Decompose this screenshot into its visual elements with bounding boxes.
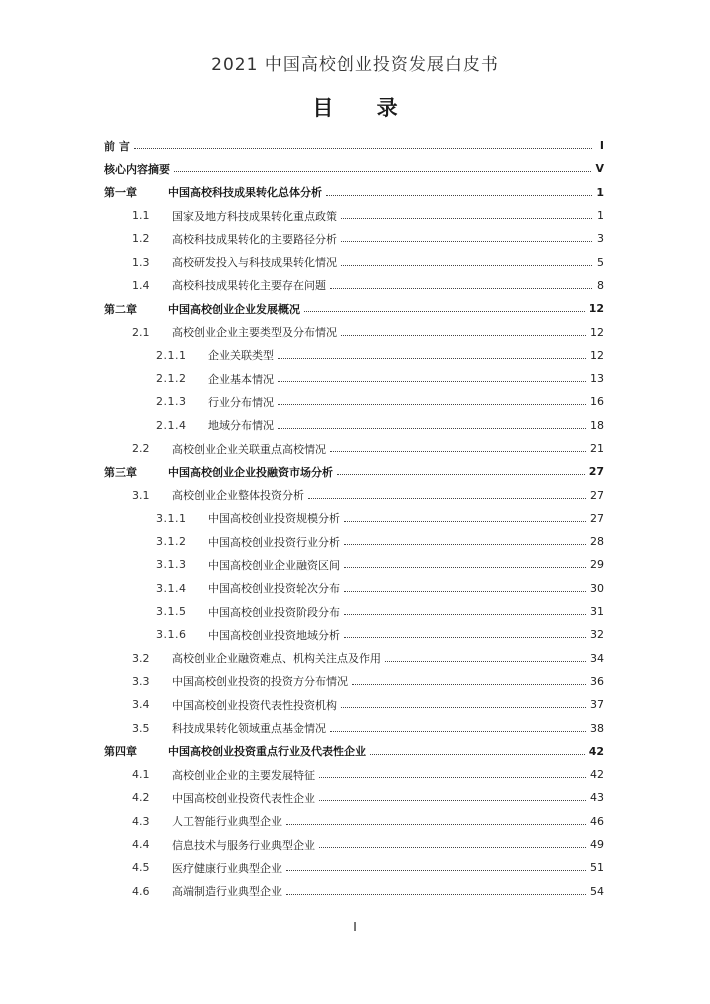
toc-entry[interactable] <box>104 880 604 903</box>
toc-entry[interactable] <box>104 833 604 856</box>
toc-entry-label: 企业基本情况 <box>208 372 274 386</box>
toc-entry-label: 信息技术与服务行业典型企业 <box>172 838 315 852</box>
toc-entry-label: 高校创业企业整体投资分析 <box>172 489 304 503</box>
dot-leader <box>344 591 586 592</box>
toc-entry-number: 2.1.1 <box>156 348 187 362</box>
toc-entry-label: 核心内容摘要 <box>104 162 170 176</box>
page-number: I <box>353 920 357 934</box>
toc-entry-label: 中国高校创业投资的投资方分布情况 <box>172 675 348 689</box>
toc-entry-number: 4.3 <box>132 814 150 828</box>
toc-entry-number: 2.2 <box>132 442 150 455</box>
dot-leader <box>330 731 586 732</box>
toc-entry-label: 中国高校创业投资规模分析 <box>208 512 340 526</box>
toc-entry[interactable] <box>104 693 604 716</box>
dot-leader <box>286 824 586 825</box>
toc-entry-number: 2.1.2 <box>156 372 187 386</box>
dot-leader <box>308 498 586 499</box>
toc-entry-page: I <box>599 139 604 153</box>
toc-entry-page: 27 <box>590 511 604 525</box>
dot-leader <box>344 544 586 545</box>
toc-entry-number: 2.1.3 <box>156 395 187 409</box>
toc-entry[interactable] <box>104 647 604 670</box>
toc-entry[interactable] <box>104 227 604 250</box>
dot-leader <box>341 241 592 242</box>
dot-leader <box>134 148 592 149</box>
dot-leader <box>344 521 586 522</box>
toc-entry-label: 医疗健康行业典型企业 <box>172 861 282 875</box>
dot-leader <box>174 171 591 172</box>
toc-entry[interactable] <box>104 786 604 809</box>
toc-entry-page: 42 <box>588 744 604 758</box>
toc-entry-page: 51 <box>590 861 604 875</box>
toc-entry-number: 3.2 <box>132 651 150 665</box>
toc-entry[interactable] <box>104 460 604 483</box>
toc-entry-page: 12 <box>590 348 604 362</box>
toc-entry-number: 4.5 <box>132 861 150 875</box>
toc-entry-number: 3.1.5 <box>156 605 187 619</box>
dot-leader <box>370 754 585 755</box>
toc-entry[interactable] <box>104 600 604 623</box>
toc-entry[interactable] <box>104 297 604 320</box>
toc-entry-label: 高校研发投入与科技成果转化情况 <box>172 256 337 270</box>
toc-entry-label: 中国高校创业投资代表性企业 <box>172 791 315 805</box>
toc-entry[interactable] <box>104 390 604 413</box>
toc-entry[interactable] <box>104 437 604 460</box>
dot-leader <box>286 870 586 871</box>
toc-entry-label: 高校科技成果转化主要存在问题 <box>172 279 326 293</box>
toc-entry[interactable] <box>104 810 604 833</box>
toc-entry-number: 4.4 <box>132 838 150 852</box>
toc-entry-page: 38 <box>590 721 604 735</box>
dot-leader <box>278 428 586 429</box>
toc-entry-label: 人工智能行业典型企业 <box>172 815 282 829</box>
toc-entry-label: 高校创业企业主要类型及分布情况 <box>172 326 337 340</box>
toc-entry-number: 1.4 <box>132 278 150 292</box>
toc-entry[interactable] <box>104 483 604 506</box>
toc-entry-page: 27 <box>588 465 604 479</box>
dot-leader <box>341 707 586 708</box>
toc-entry-page: 42 <box>590 768 604 782</box>
dot-leader <box>341 265 592 266</box>
toc-entry-page: 46 <box>590 814 604 828</box>
toc-entry-label: 高校创业企业融资难点、机构关注点及作用 <box>172 652 381 666</box>
toc-entry-page: 31 <box>590 605 604 619</box>
toc-entry-page: 3 <box>597 232 604 246</box>
toc-entry-page: 18 <box>590 418 604 432</box>
toc-entry-page: 32 <box>590 628 604 642</box>
toc-entry-number: 3.1.6 <box>156 628 187 642</box>
toc-entry-number: 3.1.2 <box>156 535 187 549</box>
toc-entry-label: 国家及地方科技成果转化重点政策 <box>172 209 337 223</box>
toc-entry-number: 第三章 <box>104 465 137 479</box>
dot-leader <box>278 404 586 405</box>
toc-entry-label: 中国高校创业企业发展概况 <box>168 302 300 316</box>
toc-entry-page: 13 <box>590 372 604 386</box>
dot-leader <box>326 195 592 196</box>
dot-leader <box>319 847 586 848</box>
dot-leader <box>304 311 585 312</box>
toc-entry-page: 54 <box>590 884 604 898</box>
toc-entry[interactable] <box>104 716 604 739</box>
dot-leader <box>352 684 586 685</box>
toc-entry[interactable] <box>104 274 604 297</box>
dot-leader <box>278 381 586 382</box>
toc-entry-number: 3.4 <box>132 698 150 712</box>
toc-entry-label: 中国高校创业投资地域分析 <box>208 628 340 642</box>
toc-entry-number: 2.1.4 <box>156 418 187 432</box>
toc-entry-page: V <box>595 162 604 176</box>
toc-entry[interactable] <box>104 320 604 343</box>
dot-leader <box>319 777 586 778</box>
toc-entry[interactable] <box>104 157 604 180</box>
toc-entry-page: 28 <box>590 535 604 549</box>
toc-entry-number: 第二章 <box>104 302 137 316</box>
toc-entry-label: 企业关联类型 <box>208 349 274 363</box>
toc-entry-page: 29 <box>590 558 604 572</box>
toc-entry[interactable] <box>104 763 604 786</box>
toc-entry-number: 3.1.4 <box>156 581 187 595</box>
dot-leader <box>344 567 586 568</box>
toc-entry[interactable] <box>104 740 604 763</box>
toc-entry[interactable] <box>104 344 604 367</box>
toc-entry-page: 43 <box>590 791 604 805</box>
toc-entry-label: 中国高校创业投资代表性投资机构 <box>172 698 337 712</box>
toc-entry[interactable] <box>104 577 604 600</box>
toc-entry-page: 1 <box>597 209 604 223</box>
toc-entry-label: 前 言 <box>104 139 130 153</box>
toc-entry-number: 2.1 <box>132 325 150 339</box>
toc-entry-page: 1 <box>596 185 604 199</box>
toc-entry-page: 8 <box>597 278 604 292</box>
toc-entry-label: 中国高校创业投资行业分析 <box>208 535 340 549</box>
dot-leader <box>330 288 592 289</box>
toc-entry-number: 4.2 <box>132 791 150 805</box>
toc-entry-number: 第一章 <box>104 186 137 200</box>
toc-entry-label: 科技成果转化领域重点基金情况 <box>172 722 326 736</box>
toc-entry-page: 21 <box>590 442 604 455</box>
toc-entry[interactable] <box>104 367 604 390</box>
table-of-contents <box>104 134 604 903</box>
dot-leader <box>286 894 586 895</box>
toc-entry[interactable] <box>104 250 604 273</box>
toc-entry[interactable] <box>104 623 604 646</box>
toc-entry-label: 中国高校科技成果转化总体分析 <box>168 186 322 200</box>
toc-entry-number: 第四章 <box>104 745 137 759</box>
toc-entry[interactable] <box>104 553 604 576</box>
toc-entry-number: 3.1.3 <box>156 558 187 572</box>
running-header: 2021 中国高校创业投资发展白皮书 <box>211 55 499 75</box>
dot-leader <box>344 614 586 615</box>
toc-entry-label: 中国高校创业投资重点行业及代表性企业 <box>168 745 366 759</box>
toc-entry-label: 高校科技成果转化的主要路径分析 <box>172 232 337 246</box>
toc-entry-page: 36 <box>590 674 604 688</box>
toc-entry-page: 49 <box>590 838 604 852</box>
toc-entry-number: 3.5 <box>132 721 150 735</box>
toc-entry-page: 12 <box>590 325 604 339</box>
toc-entry[interactable] <box>104 507 604 530</box>
toc-entry-label: 高校创业企业的主要发展特征 <box>172 768 315 782</box>
toc-entry-number: 4.6 <box>132 884 150 898</box>
toc-entry[interactable] <box>104 414 604 437</box>
toc-entry-label: 地域分布情况 <box>208 419 274 433</box>
dot-leader <box>344 637 586 638</box>
toc-entry-label: 中国高校创业投资阶段分布 <box>208 605 340 619</box>
dot-leader <box>341 335 586 336</box>
dot-leader <box>341 218 592 219</box>
toc-entry-page: 16 <box>590 395 604 409</box>
toc-entry[interactable] <box>104 856 604 879</box>
toc-entry-number: 1.2 <box>132 232 150 246</box>
dot-leader <box>337 474 585 475</box>
toc-entry-number: 1.3 <box>132 255 150 269</box>
toc-entry-label: 中国高校创业企业融资区间 <box>208 558 340 572</box>
toc-entry[interactable] <box>104 181 604 204</box>
dot-leader <box>278 358 586 359</box>
toc-entry-page: 12 <box>588 302 604 316</box>
dot-leader <box>319 800 586 801</box>
toc-entry-number: 3.1 <box>132 488 150 502</box>
toc-entry-page: 34 <box>590 651 604 665</box>
dot-leader <box>330 451 586 452</box>
toc-entry-page: 37 <box>590 698 604 712</box>
toc-entry[interactable] <box>104 204 604 227</box>
toc-entry-page: 5 <box>597 255 604 269</box>
toc-entry-page: 30 <box>590 581 604 595</box>
toc-entry-number: 4.1 <box>132 768 150 782</box>
toc-entry-page: 27 <box>590 488 604 502</box>
toc-entry-label: 高校创业企业关联重点高校情况 <box>172 442 326 456</box>
toc-entry[interactable] <box>104 670 604 693</box>
toc-entry[interactable] <box>104 134 604 157</box>
toc-title: 目 录 <box>312 96 416 120</box>
toc-entry-label: 行业分布情况 <box>208 395 274 409</box>
dot-leader <box>385 661 586 662</box>
toc-entry-label: 中国高校创业企业投融资市场分析 <box>168 465 333 479</box>
toc-entry[interactable] <box>104 530 604 553</box>
toc-entry-number: 3.1.1 <box>156 511 187 525</box>
toc-entry-number: 1.1 <box>132 209 150 223</box>
toc-entry-number: 3.3 <box>132 674 150 688</box>
toc-entry-label: 高端制造行业典型企业 <box>172 885 282 899</box>
toc-entry-label: 中国高校创业投资轮次分布 <box>208 582 340 596</box>
